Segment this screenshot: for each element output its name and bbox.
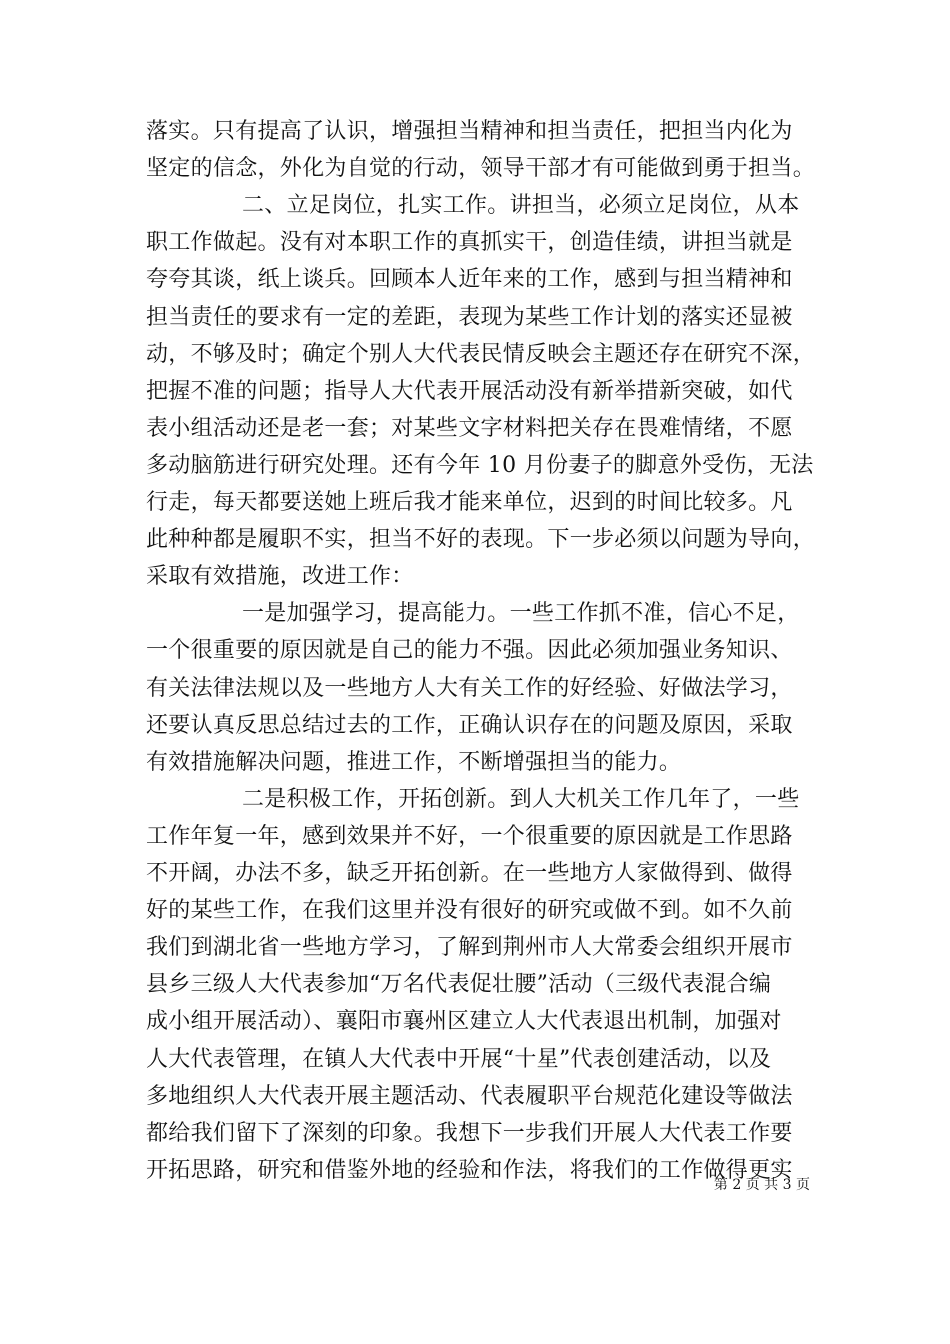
text-line: 坚定的信念，外化为自觉的行动，领导干部才有可能做到勇于担当。 <box>146 156 816 182</box>
text-line: 行走，每天都要送她上班后我才能来单位，迟到的时间比较多。凡 <box>146 490 793 515</box>
text-line: 把握不准的问题；指导人大代表开展活动没有新举措新突破，如代 <box>146 378 793 404</box>
text-line: 不开阔，办法不多，缺乏开拓创新。在一些地方人家做得到、做得 <box>146 861 793 886</box>
text-line: 动，不够及时；确定个别人大代表民情反映会主题还存在研究不深， <box>146 341 816 367</box>
text-line: 一个很重要的原因就是自己的能力不强。因此必须加强业务知识、 <box>146 638 793 664</box>
text-line: 表小组活动还是老一套；对某些文字材料把关存在畏难情绪，不愿 <box>146 415 793 441</box>
text-line: 二、立足岗位，扎实工作。讲担当，必须立足岗位，从本 <box>242 193 800 219</box>
text-line: 二是积极工作，开拓创新。到人大机关工作几年了，一些 <box>242 786 800 812</box>
text-line: 开拓思路，研究和借鉴外地的经验和作法，将我们的工作做得更实 <box>146 1157 793 1183</box>
text-line: 好的某些工作，在我们这里并没有很好的研究或做不到。如不久前 <box>146 898 793 924</box>
text-line: 落实。只有提高了认识，增强担当精神和担当责任，把担当内化为 <box>146 119 793 144</box>
text-line: 有效措施解决问题，推进工作，不断增强担当的能力。 <box>146 749 682 775</box>
text-line: 担当责任的要求有一定的差距，表现为某些工作计划的落实还显被 <box>146 304 793 330</box>
text-line: 成小组开展活动）、襄阳市襄州区建立人大代表退出机制，加强对 <box>146 1009 782 1035</box>
text-line: 有关法律法规以及一些地方人大有关工作的好经验、好做法学习， <box>146 675 793 701</box>
text-line: 我们到湖北省一些地方学习，了解到荆州市人大常委会组织开展市 <box>146 935 793 961</box>
text-line: 多动脑筋进行研究处理。还有今年 10 月份妻子的脚意外受伤，无法 <box>146 452 814 478</box>
text-line: 县乡三级人大代表参加“万名代表促壮腰”活动（三级代表混合编 <box>146 972 772 998</box>
text-line: 职工作做起。没有对本职工作的真抓实干，创造佳绩，讲担当就是 <box>146 230 793 256</box>
text-line: 人大代表管理，在镇人大代表中开展“十星”代表创建活动，以及 <box>146 1046 772 1072</box>
text-line: 一是加强学习，提高能力。一些工作抓不准，信心不足， <box>242 601 800 627</box>
text-line: 多地组织人大代表开展主题活动、代表履职平台规范化建设等做法 <box>146 1083 793 1109</box>
text-line: 采取有效措施，改进工作： <box>146 564 414 590</box>
text-line: 还要认真反思总结过去的工作，正确认识存在的问题及原因，采取 <box>146 712 793 738</box>
text-line: 都给我们留下了深刻的印象。我想下一步我们开展人大代表工作要 <box>146 1120 793 1146</box>
page-footer: 第 2 页 共 3 页 <box>713 1177 810 1193</box>
text-line: 此种种都是履职不实，担当不好的表现。下一步必须以问题为导向， <box>146 527 816 553</box>
text-line: 夸夸其谈，纸上谈兵。回顾本人近年来的工作，感到与担当精神和 <box>146 267 793 293</box>
text-line: 工作年复一年，感到效果并不好，一个很重要的原因就是工作思路 <box>146 823 793 849</box>
